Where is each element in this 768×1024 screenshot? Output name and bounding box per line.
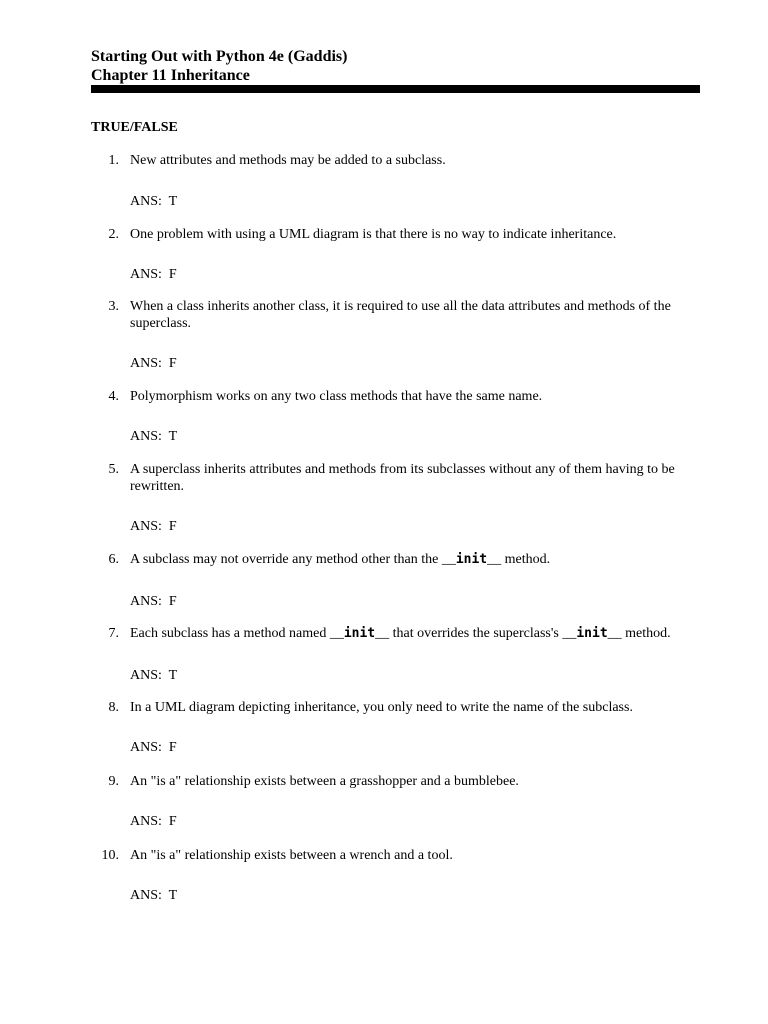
question-number: 1.: [108, 153, 119, 168]
code-init-keyword: init: [455, 552, 488, 567]
question-text-line: In a UML diagram depicting inheritance, you only need to write the name of the subclass.: [130, 700, 633, 715]
answer-label: ANS: T: [130, 429, 178, 444]
question-text-line: When a class inherits another class, it is required to use all the data attributes and methods of the: [130, 299, 671, 314]
answer-label: ANS: F: [130, 267, 177, 282]
question-text: [130, 226, 675, 243]
header-divider: [91, 85, 700, 93]
code-init-keyword: init: [576, 626, 608, 641]
answer-label: ANS: F: [130, 519, 177, 534]
question-text-line: One problem with using a UML diagram is that there is no way to indicate inheritance.: [130, 227, 617, 242]
answer-label: ANS: T: [130, 888, 178, 903]
question-text-line: An "is a" relationship exists between a grasshopper and a bumblebee.: [130, 774, 519, 789]
answer-label: ANS: F: [130, 594, 177, 609]
question-number: 9.: [108, 774, 119, 789]
question-text-line: New attributes and methods may be added to a subclass.: [130, 153, 446, 168]
question-text: [130, 699, 675, 716]
question-text-segment: __ method.: [487, 552, 551, 567]
question-number: 6.: [108, 552, 119, 567]
question-number: 10.: [101, 848, 119, 863]
answer-label: ANS: T: [130, 194, 178, 209]
answer-label: ANS: F: [130, 740, 177, 755]
question-text: [130, 773, 675, 790]
question-text-line: A superclass inherits attributes and methods from its subclasses without any of them having to be: [130, 462, 675, 477]
question-number: 2.: [108, 227, 119, 242]
question-text: [130, 388, 675, 405]
answer-label: ANS: F: [130, 356, 177, 371]
question-text: [130, 847, 675, 864]
question-text-line: [130, 551, 675, 568]
question-number: 8.: [108, 700, 119, 715]
question-text: [130, 298, 675, 332]
question-text: [130, 551, 675, 568]
question-text-segment: __ that overrides the superclass's __: [375, 626, 577, 641]
question-text-line: [130, 625, 675, 642]
question-text-line: An "is a" relationship exists between a wrench and a tool.: [130, 848, 453, 863]
question-text-segment: Each subclass has a method named __: [130, 626, 344, 641]
question-text-segment: __ method.: [607, 626, 671, 641]
answer-label: ANS: F: [130, 814, 177, 829]
section-heading: TRUE/FALSE: [91, 120, 178, 135]
question-number: 5.: [108, 462, 119, 477]
chapter-title: Chapter 11 Inheritance: [91, 67, 250, 84]
question-text-line: superclass.: [130, 316, 192, 331]
question-number: 3.: [108, 299, 119, 314]
book-title: Starting Out with Python 4e (Gaddis): [91, 48, 348, 65]
code-init-keyword: init: [343, 626, 376, 641]
question-number: 4.: [108, 389, 119, 404]
question-number: 7.: [108, 626, 119, 641]
question-text-line: rewritten.: [130, 479, 185, 494]
answer-label: ANS: T: [130, 668, 178, 683]
question-text: [130, 461, 675, 495]
question-text-line: Polymorphism works on any two class methods that have the same name.: [130, 389, 543, 404]
question-text-segment: A subclass may not override any method other than the __: [130, 552, 456, 567]
document-header: [91, 47, 700, 85]
question-text: [130, 152, 675, 169]
question-text: [130, 625, 675, 642]
